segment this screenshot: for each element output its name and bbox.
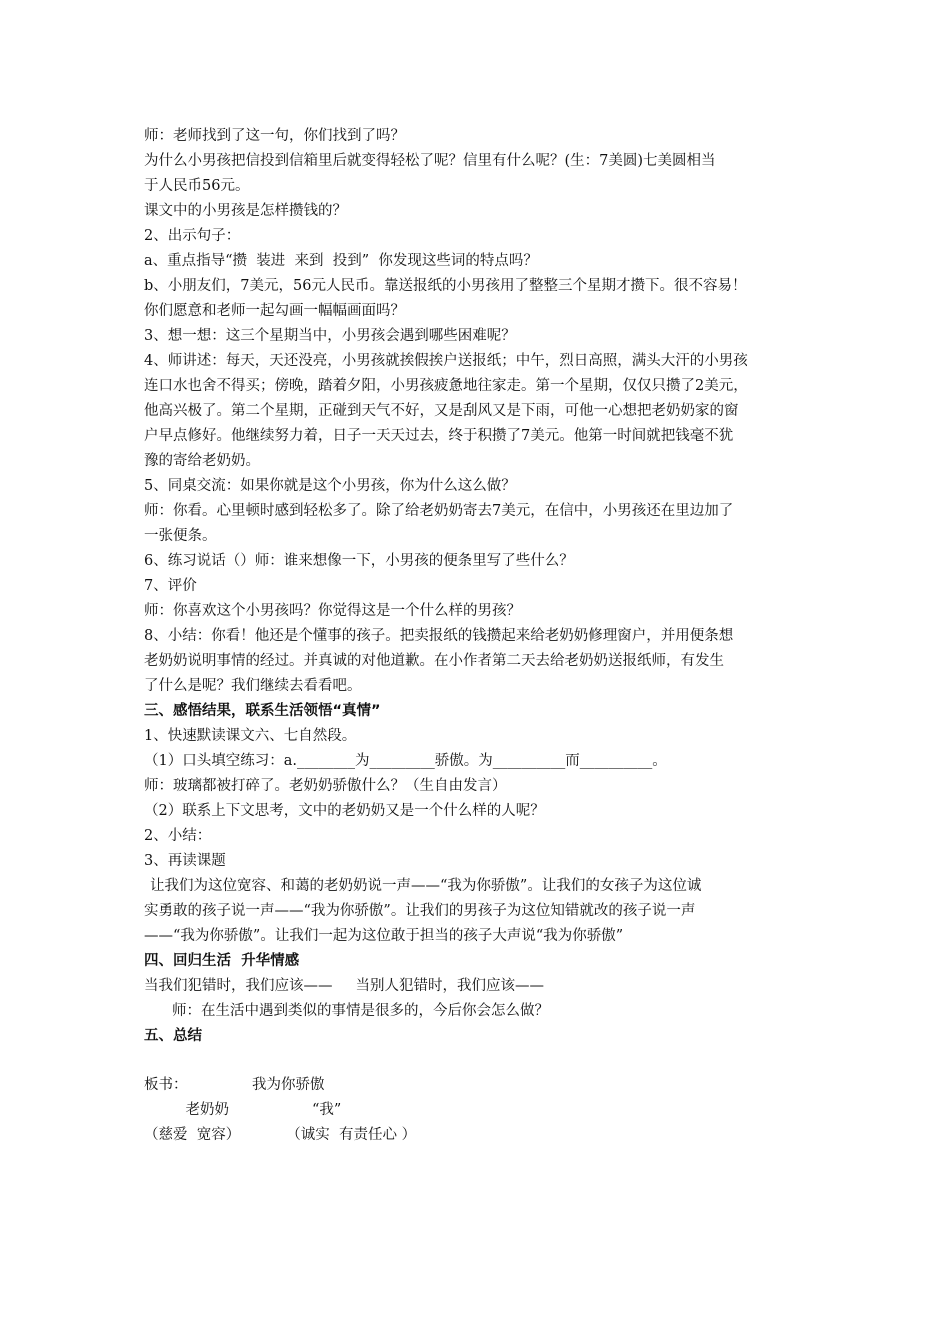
- document-body: [144, 124, 814, 1148]
- paragraph: 师：你喜欢这个小男孩吗？你觉得这是一个什么样的男孩？: [144, 603, 521, 619]
- paragraph: 2、小结：: [144, 828, 212, 844]
- board-title-line: 板书： 我为你骄傲: [144, 1077, 325, 1093]
- paragraph: 实勇敢的孩子说一声——“我为你骄傲”。让我们的男孩子为这位知错就改的孩子说一声: [144, 903, 696, 919]
- paragraph: b、小朋友们，7美元，56元人民币。靠送报纸的小男孩用了整整三个星期才攒下。很不容易！: [144, 278, 747, 294]
- paragraph: 他高兴极了。第二个星期，正碰到天气不好，又是刮风又是下雨，可他一心想把老奶奶家的窗: [144, 403, 739, 419]
- paragraph: 一张便条。: [144, 528, 217, 544]
- paragraph: 师：在生活中遇到类似的事情是很多的，今后你会怎么做？: [172, 1003, 549, 1019]
- paragraph: 师：你看。心里顿时感到轻松多了。除了给老奶奶寄去7美元，在信中，小男孩还在里边加了: [144, 503, 734, 519]
- paragraph: 户早点修好。他继续努力着，日子一天天过去，终于积攒了7美元。他第一时间就把钱毫不犹: [144, 428, 734, 444]
- paragraph: 老奶奶说明事情的经过。并真诚的对他道歉。在小作者第二天去给老奶奶送报纸师，有发生: [144, 653, 724, 669]
- section-heading-5: 五、总结: [144, 1028, 202, 1044]
- paragraph: （2）联系上下文思考，文中的老奶奶又是一个什么样的人呢？: [144, 803, 545, 819]
- paragraph: 让我们为这位宽容、和蔼的老奶奶说一声——“我为你骄傲”。让我们的女孩子为这位诚: [150, 878, 702, 894]
- paragraph: 师：老师找到了这一句，你们找到了吗？: [144, 128, 405, 144]
- paragraph: 4、师讲述：每天，天还没亮，小男孩就挨假挨户送报纸；中午，烈日高照，满头大汗的小男孩: [144, 353, 748, 369]
- paragraph: 3、想一想：这三个星期当中，小男孩会遇到哪些困难呢？: [144, 328, 516, 344]
- paragraph: 了什么是呢？我们继续去看看吧。: [144, 678, 362, 694]
- section-heading-4: 四、回归生活 升华情感: [144, 953, 300, 969]
- paragraph: 6、练习说话（）师：谁来想像一下，小男孩的便条里写了些什么？: [144, 553, 574, 569]
- paragraph: 5、同桌交流：如果你就是这个小男孩，你为什么这么做？: [144, 478, 516, 494]
- paragraph: 8、小结：你看！他还是个懂事的孩子。把卖报纸的钱攒起来给老奶奶修理窗户，并用便条想: [144, 628, 734, 644]
- paragraph: 3、再读课题: [144, 853, 226, 869]
- paragraph: 课文中的小男孩是怎样攒钱的？: [144, 203, 347, 219]
- paragraph: 你们愿意和老师一起勾画一幅幅画面吗？: [144, 303, 405, 319]
- paragraph: ——“我为你骄傲”。让我们一起为这位敢于担当的孩子大声说“我为你骄傲”: [144, 928, 624, 944]
- paragraph: 2、出示句子：: [144, 228, 241, 244]
- paragraph: （1）口头填空练习：a.________为_________骄傲。为__________而__________。: [144, 753, 667, 769]
- paragraph: 于人民币56元。: [144, 178, 250, 194]
- paragraph: 7、评价: [144, 578, 197, 594]
- paragraph: 为什么小男孩把信投到信箱里后就变得轻松了呢？信里有什么呢？(生：7美圆)七美圆相当: [144, 153, 716, 169]
- paragraph: 豫的寄给老奶奶。: [144, 453, 260, 469]
- paragraph: a、重点指导“攒 装进 来到 投到” 你发现这些词的特点吗？: [144, 253, 538, 269]
- paragraph: 1、快速默读课文六、七自然段。: [144, 728, 357, 744]
- section-heading-3: 三、感悟结果，联系生活领悟“真情”: [144, 703, 381, 719]
- paragraph: 师：玻璃都被打碎了。老奶奶骄傲什么？（生自由发言）: [144, 778, 507, 794]
- board-traits-line: （慈爱 宽容） （诚实 有责任心 ）: [144, 1127, 417, 1143]
- board-names-line: 老奶奶 “我”: [144, 1102, 342, 1118]
- paragraph: 连口水也舍不得买；傍晚，踏着夕阳，小男孩疲惫地往家走。第一个星期，仅仅只攒了2美元，: [144, 378, 748, 394]
- blank-line: [144, 1049, 814, 1073]
- paragraph: 当我们犯错时，我们应该—— 当别人犯错时，我们应该——: [144, 978, 545, 994]
